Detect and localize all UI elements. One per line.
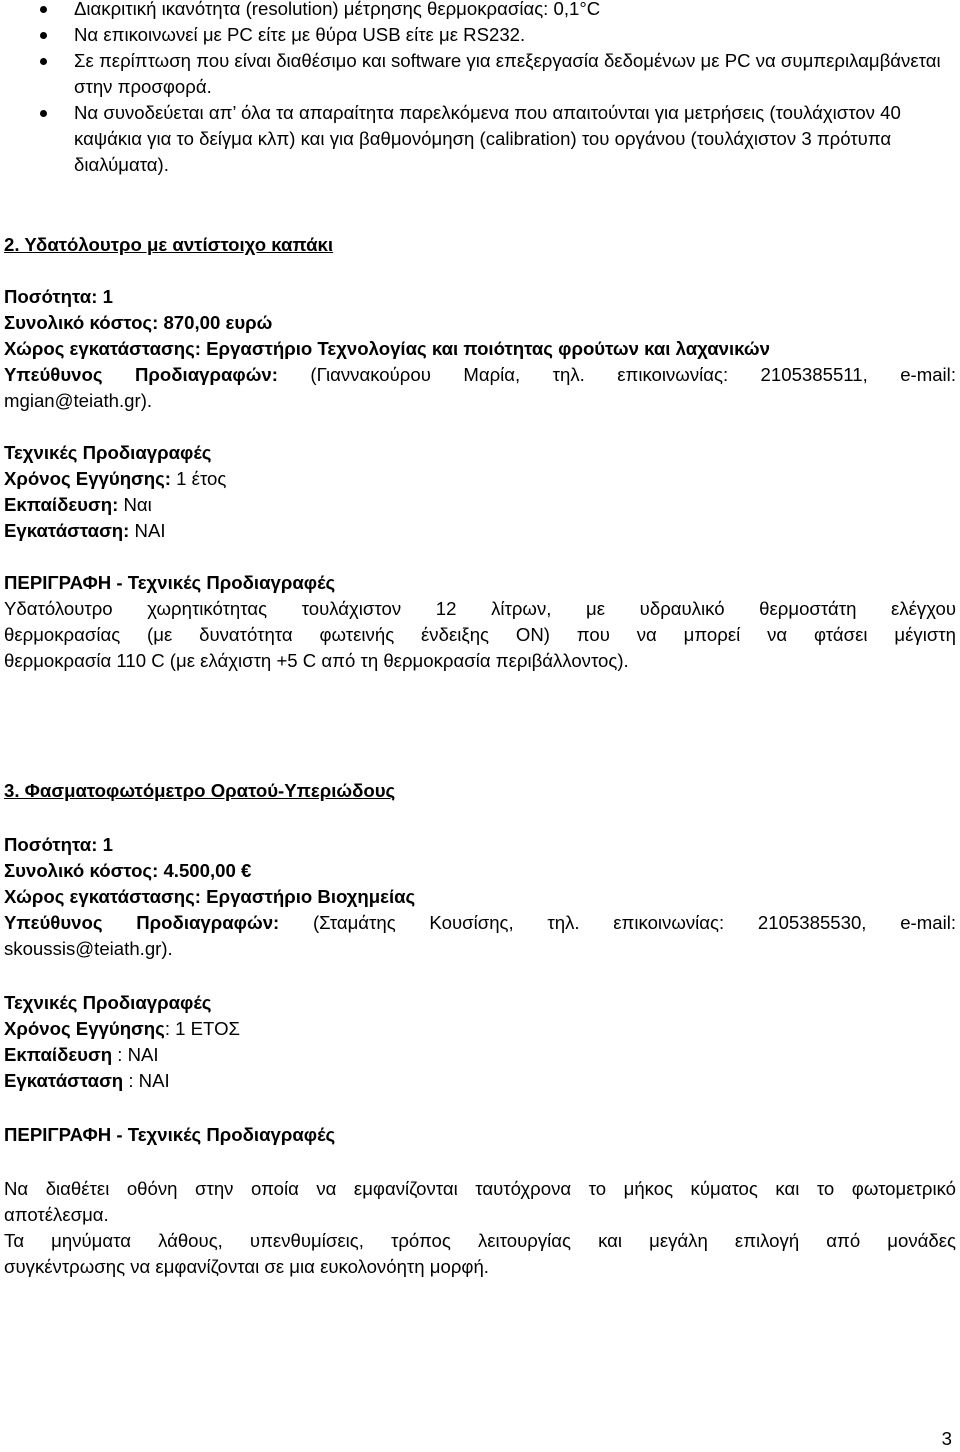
training-value: : ΝΑΙ — [112, 1044, 159, 1065]
warranty-value: 1 έτος — [171, 468, 227, 489]
responsible-label: Υπεύθυνος Προδιαγραφών: — [4, 912, 280, 933]
section-spectrophotometer — [4, 778, 956, 1280]
tech-specs-heading: Τεχνικές Προδιαγραφές — [4, 442, 212, 463]
warranty — [4, 466, 956, 492]
bullet-text: Σε περίπτωση που είναι διαθέσιμο και software για επεξεργασία δεδομένων με PC να συμπεριλαμβάνεται στην προσφορά. — [74, 50, 941, 97]
installation — [4, 518, 956, 544]
training-label: Εκπαίδευση — [4, 1044, 113, 1065]
responsible-contact: (Σταμάτης Κουσίσης, τηλ. επικοινωνίας: 2105385530, e-mail: — [312, 912, 956, 933]
warranty — [4, 1016, 956, 1042]
description-line: θερμοκρασία 110 C (με ελάχιστη +5 C από τη θερμοκρασία περιβάλλοντος). — [4, 650, 629, 671]
bullet-text: Διακριτική ικανότητα (resolution) μέτρησης θερμοκρασίας: 0,1°C — [74, 0, 601, 19]
bullet-item-connectivity — [0, 22, 960, 48]
tech-specs-heading: Τεχνικές Προδιαγραφές — [4, 992, 212, 1013]
training-label: Εκπαίδευση: — [4, 494, 119, 515]
installation-label: Εγκατάσταση — [4, 1070, 124, 1091]
section-heading: 3. Φασματοφωτόμετρο Ορατού-Υπεριώδους — [4, 780, 396, 801]
responsible-line — [4, 910, 956, 936]
total-cost: Συνολικό κόστος: 4.500,00 € — [4, 860, 252, 881]
warranty-value: : 1 ΕΤΟΣ — [164, 1018, 241, 1039]
description-line: Υδατόλουτρο χωρητικότητας τουλάχιστον 12 λίτρων, με υδραυλικό θερμοστάτη ελέγχου — [4, 598, 956, 619]
bullet-list — [0, 0, 960, 178]
description-line: αποτέλεσμα. — [4, 1204, 109, 1225]
training — [4, 492, 956, 518]
responsible-label: Υπεύθυνος Προδιαγραφών: — [4, 364, 278, 385]
bullet-dot-icon — [40, 6, 47, 13]
bullet-dot-icon — [40, 110, 47, 117]
location-label: Χώρος εγκατάστασης: — [4, 886, 201, 907]
description-line: συγκέντρωσης να εμφανίζονται σε μια ευκολονόητη μορφή. — [4, 1256, 489, 1277]
training — [4, 1042, 956, 1068]
bullet-dot-icon — [40, 58, 47, 65]
warranty-label: Χρόνος Εγγύησης: — [4, 468, 171, 489]
responsible-email: skoussis@teiath.gr). — [4, 938, 173, 959]
bullet-dot-icon — [40, 32, 47, 39]
quantity: Ποσότητα: 1 — [4, 834, 113, 855]
total-cost: Συνολικό κόστος: 870,00 ευρώ — [4, 312, 273, 333]
installation-location: Χώρος εγκατάστασης: Εργαστήριο Τεχνολογίας και ποιότητας φρούτων και λαχανικών — [4, 338, 770, 359]
installation — [4, 1068, 956, 1094]
installation-value: : ΝΑΙ — [123, 1070, 170, 1091]
section-heading: 2. Υδατόλουτρο με αντίστοιχο καπάκι — [4, 234, 334, 255]
bullet-text: Να συνοδεύεται απ’ όλα τα απαραίτητα παρελκόμενα που απαιτούνται για μετρήσεις (τουλάχιστον 40 καψάκια για το δείγμα κλπ) και για βαθμονόμηση (calibration) του οργάνου (τουλάχιστον 3 πρότυπα διαλύματα). — [74, 102, 901, 175]
description-line: Τα μηνύματα λάθους, υπενθυμίσεις, τρόπος λειτουργίας και μεγάλη επιλογή από μονάδες — [4, 1230, 956, 1251]
description-heading: ΠΕΡΙΓΡΑΦΗ - Τεχνικές Προδιαγραφές — [4, 572, 336, 593]
responsible-email: mgian@teiath.gr). — [4, 390, 153, 411]
installation-value: ΝΑΙ — [129, 520, 166, 541]
training-value: Ναι — [118, 494, 152, 515]
quantity: Ποσότητα: 1 — [4, 286, 113, 307]
location-value: Εργαστήριο Βιοχημείας — [201, 886, 416, 907]
installation-location — [4, 884, 956, 910]
bullet-item-accessories — [0, 100, 960, 178]
section-water-bath — [4, 232, 956, 674]
description-line: θερμοκρασίας (με δυνατότητα φωτεινής ένδειξης ΟΝ) που να μπορεί να φτάσει μέγιστη — [4, 624, 956, 645]
description-line: Να διαθέτει οθόνη στην οποία να εμφανίζονται ταυτόχρονα το μήκος κύματος και το φωτομετρικό — [4, 1178, 956, 1199]
description-heading: ΠΕΡΙΓΡΑΦΗ - Τεχνικές Προδιαγραφές — [4, 1124, 336, 1145]
warranty-label: Χρόνος Εγγύησης — [4, 1018, 165, 1039]
bullet-item-software — [0, 48, 960, 100]
bullet-text: Να επικοινωνεί με PC είτε με θύρα USB είτε με RS232. — [74, 24, 526, 45]
installation-label: Εγκατάσταση: — [4, 520, 130, 541]
bullet-item-resolution — [0, 0, 960, 22]
responsible-line — [4, 362, 956, 388]
responsible-contact: (Γιαννακούρου Μαρία, τηλ. επικοινωνίας: 2105385511, e-mail: — [310, 364, 956, 385]
page-number: 3 — [941, 1428, 952, 1449]
